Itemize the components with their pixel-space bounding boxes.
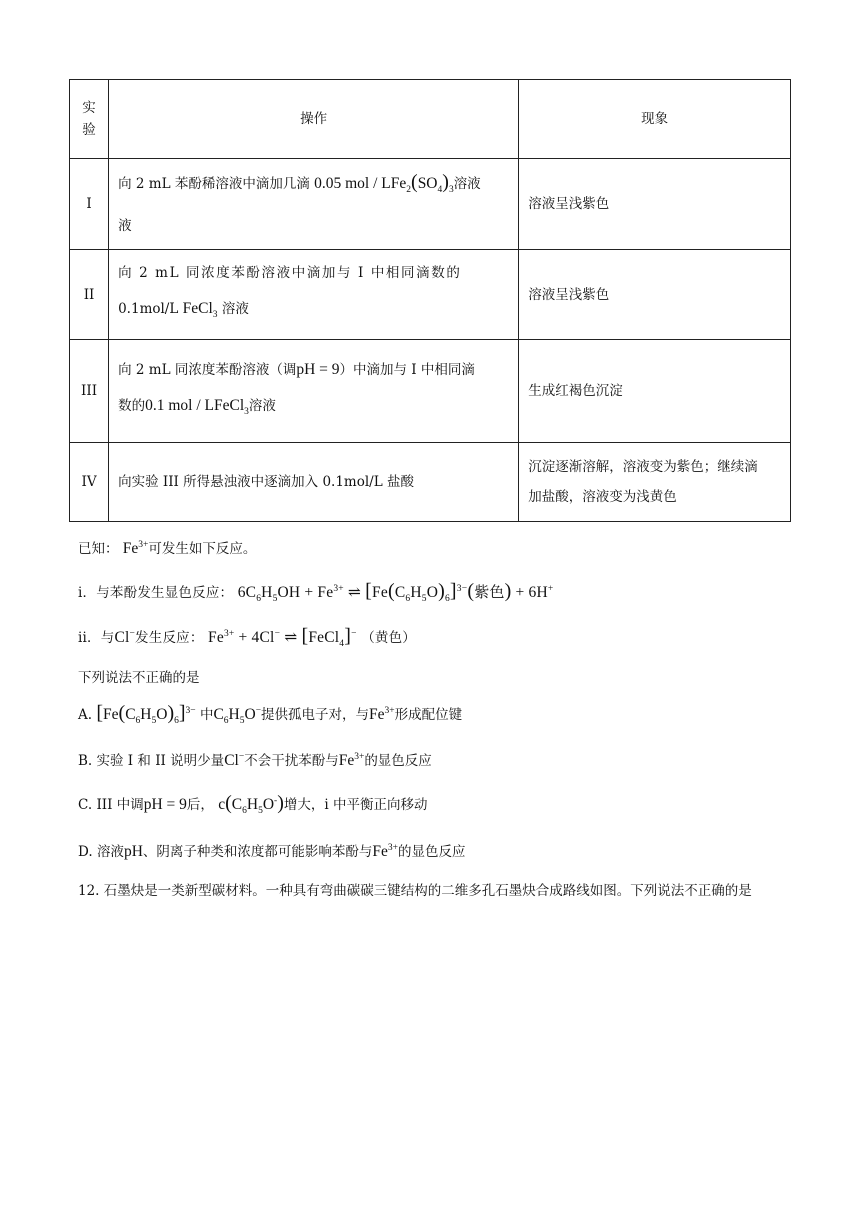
option-d-text3: 的显色反应 bbox=[398, 844, 466, 860]
row-result: 溶液呈浅紫色 bbox=[519, 250, 791, 340]
option-c-text3: 增大，i 中平衡正向移动 bbox=[283, 797, 428, 813]
reaction-ii-color: （黄色） bbox=[361, 630, 416, 646]
table-row bbox=[70, 250, 791, 340]
row-result: 溶液呈浅紫色 bbox=[519, 159, 791, 250]
option-a-text3: 形成配位键 bbox=[394, 707, 463, 723]
row-operation bbox=[109, 159, 519, 250]
option-b-text2: 不会干扰苯酚与 bbox=[244, 753, 339, 769]
known-suffix: 可发生如下反应。 bbox=[148, 541, 257, 557]
row-result: 生成红褐色沉淀 bbox=[519, 340, 791, 443]
experiment-table bbox=[69, 79, 791, 522]
known-prefix: 已知： bbox=[78, 541, 119, 557]
row-id: I bbox=[70, 159, 109, 250]
fecl3-formula: 0.1 mol / LFeCl$_3$ bbox=[145, 396, 249, 418]
reaction-ii bbox=[78, 625, 416, 649]
option-a-text1: 中 bbox=[199, 707, 214, 723]
row-id: IV bbox=[70, 443, 109, 522]
reaction-i-label: i．与苯酚发生显色反应： bbox=[78, 585, 234, 601]
row-operation bbox=[109, 340, 519, 443]
row-operation bbox=[109, 250, 519, 340]
row-operation: 向实验 III 所得悬浊液中逐滴加入 0.1mol/L 盐酸 bbox=[109, 443, 519, 522]
fe3-ion: $Fe^{3+}$ bbox=[369, 705, 395, 723]
option-d-label: D. bbox=[78, 844, 93, 860]
fe3-ion: $Fe^{3+}$ bbox=[338, 751, 365, 769]
known-intro bbox=[78, 537, 256, 558]
row-id: II bbox=[70, 250, 109, 340]
option-a-label: A. bbox=[78, 707, 93, 723]
option-b-text1: 实验 I 和 II 说明少量 bbox=[96, 753, 225, 769]
header-experiment-text: 实验 bbox=[82, 100, 96, 138]
op-text-3: 数的 bbox=[118, 397, 146, 414]
row-result bbox=[519, 443, 791, 522]
reaction-i-color: 紫色 bbox=[474, 583, 505, 601]
result-line1: 沉淀逐渐溶解，溶液变为紫色；继续滴 bbox=[528, 459, 758, 475]
op-text: 向 2 mL 同浓度苯酚溶液（调 bbox=[118, 361, 297, 378]
op-conc: 0.1mol/L bbox=[118, 301, 179, 318]
fecl3-text: 0.1 mol / LFeCl bbox=[145, 396, 245, 414]
cl-ion: Cl− bbox=[114, 628, 136, 646]
op-text: 向 2 mL 同浓度苯酚溶液中滴加与 I 中相同滴数的 bbox=[118, 265, 462, 282]
table-row bbox=[70, 340, 791, 443]
option-a-text2: 提供孤电子对，与 bbox=[261, 707, 370, 723]
option-b-text3: 的显色反应 bbox=[364, 753, 432, 769]
fe3-ion: $Fe^{3+}$ bbox=[122, 539, 149, 557]
table-row bbox=[70, 443, 791, 522]
reaction-ii-equation: $Fe^{3+} + 4Cl^-$ ⇌ [FeCl$_4$]− bbox=[208, 625, 357, 650]
question-stem: 下列说法不正确的是 bbox=[78, 670, 200, 686]
option-d-text1: 溶液 bbox=[96, 844, 124, 860]
ph-symbol: pH bbox=[123, 843, 143, 860]
op-text: 向 2 mL 苯酚稀溶液中滴加几滴 bbox=[118, 175, 310, 192]
reaction-ii-mid: 发生反应： bbox=[135, 630, 204, 646]
op-formula: 0.05 mol / $LFe_2(SO_4)_3$ bbox=[314, 170, 454, 196]
result-line2: 加盐酸，溶液变为浅黄色 bbox=[528, 489, 677, 505]
ph-value: pH = 9 bbox=[296, 360, 340, 378]
table-header-row bbox=[70, 80, 791, 159]
option-c-text2: 后， bbox=[186, 797, 214, 813]
question-12: 12. 石墨炔是一类新型碳材料。一种具有弯曲碳碳三键结构的二维多孔石墨炔合成路线如图。下列说法不正确的是 bbox=[78, 883, 752, 899]
option-c-text1: III 中调 bbox=[96, 797, 144, 813]
ph-equals-9: pH = 9 bbox=[143, 796, 187, 813]
header-operation: 操作 bbox=[109, 80, 519, 159]
op-tail: 溶液 bbox=[221, 301, 249, 318]
complex-formula: $[Fe(C_6H_5O)_6]^{3-}$ bbox=[96, 702, 196, 727]
reaction-i: i．与苯酚发生显色反应： $6C_6H_5OH + Fe^{3+}$ ⇌ $[Fe(C_6H_5O)_6]^{3-}$(紫色) + 6H+ bbox=[78, 580, 554, 605]
op-text-line2: 液 bbox=[118, 218, 132, 235]
phenoxide-ion: $C_6H_5O^-$ bbox=[213, 705, 262, 727]
reaction-i-equation: $6C_6H_5OH + Fe^{3+}$ ⇌ $[Fe(C_6H_5O)_6]^{3-}$ bbox=[237, 580, 468, 605]
option-d-text2: 、阴离子种类和浓度都可能影响苯酚与 bbox=[142, 844, 373, 860]
reaction-ii-label: ii．与 bbox=[78, 630, 115, 646]
op-tail: 溶液 bbox=[453, 175, 481, 192]
table-row bbox=[70, 159, 791, 250]
option-c-label: C. bbox=[78, 797, 93, 813]
op-text-2: ）中滴加与 I 中相同滴 bbox=[339, 361, 475, 378]
option-a[interactable] bbox=[78, 702, 462, 726]
header-experiment bbox=[70, 80, 109, 159]
option-d[interactable] bbox=[78, 840, 466, 861]
op-formula-text: 0.05 mol / LFe bbox=[314, 174, 407, 192]
op-tail: 溶液 bbox=[248, 397, 276, 414]
option-c[interactable] bbox=[78, 792, 427, 816]
row-id: III bbox=[70, 340, 109, 443]
option-b-label: B. bbox=[78, 753, 93, 769]
fe3-ion: $Fe^{3+}$ bbox=[372, 842, 398, 860]
option-b[interactable] bbox=[78, 749, 432, 770]
header-phenomenon: 现象 bbox=[519, 80, 791, 159]
phenoxide-concentration: $c(C_6H_5O^-)$ bbox=[218, 792, 284, 817]
fecl3-formula: FeCl$_3$ bbox=[182, 300, 218, 321]
cl-ion: Cl− bbox=[224, 751, 245, 769]
